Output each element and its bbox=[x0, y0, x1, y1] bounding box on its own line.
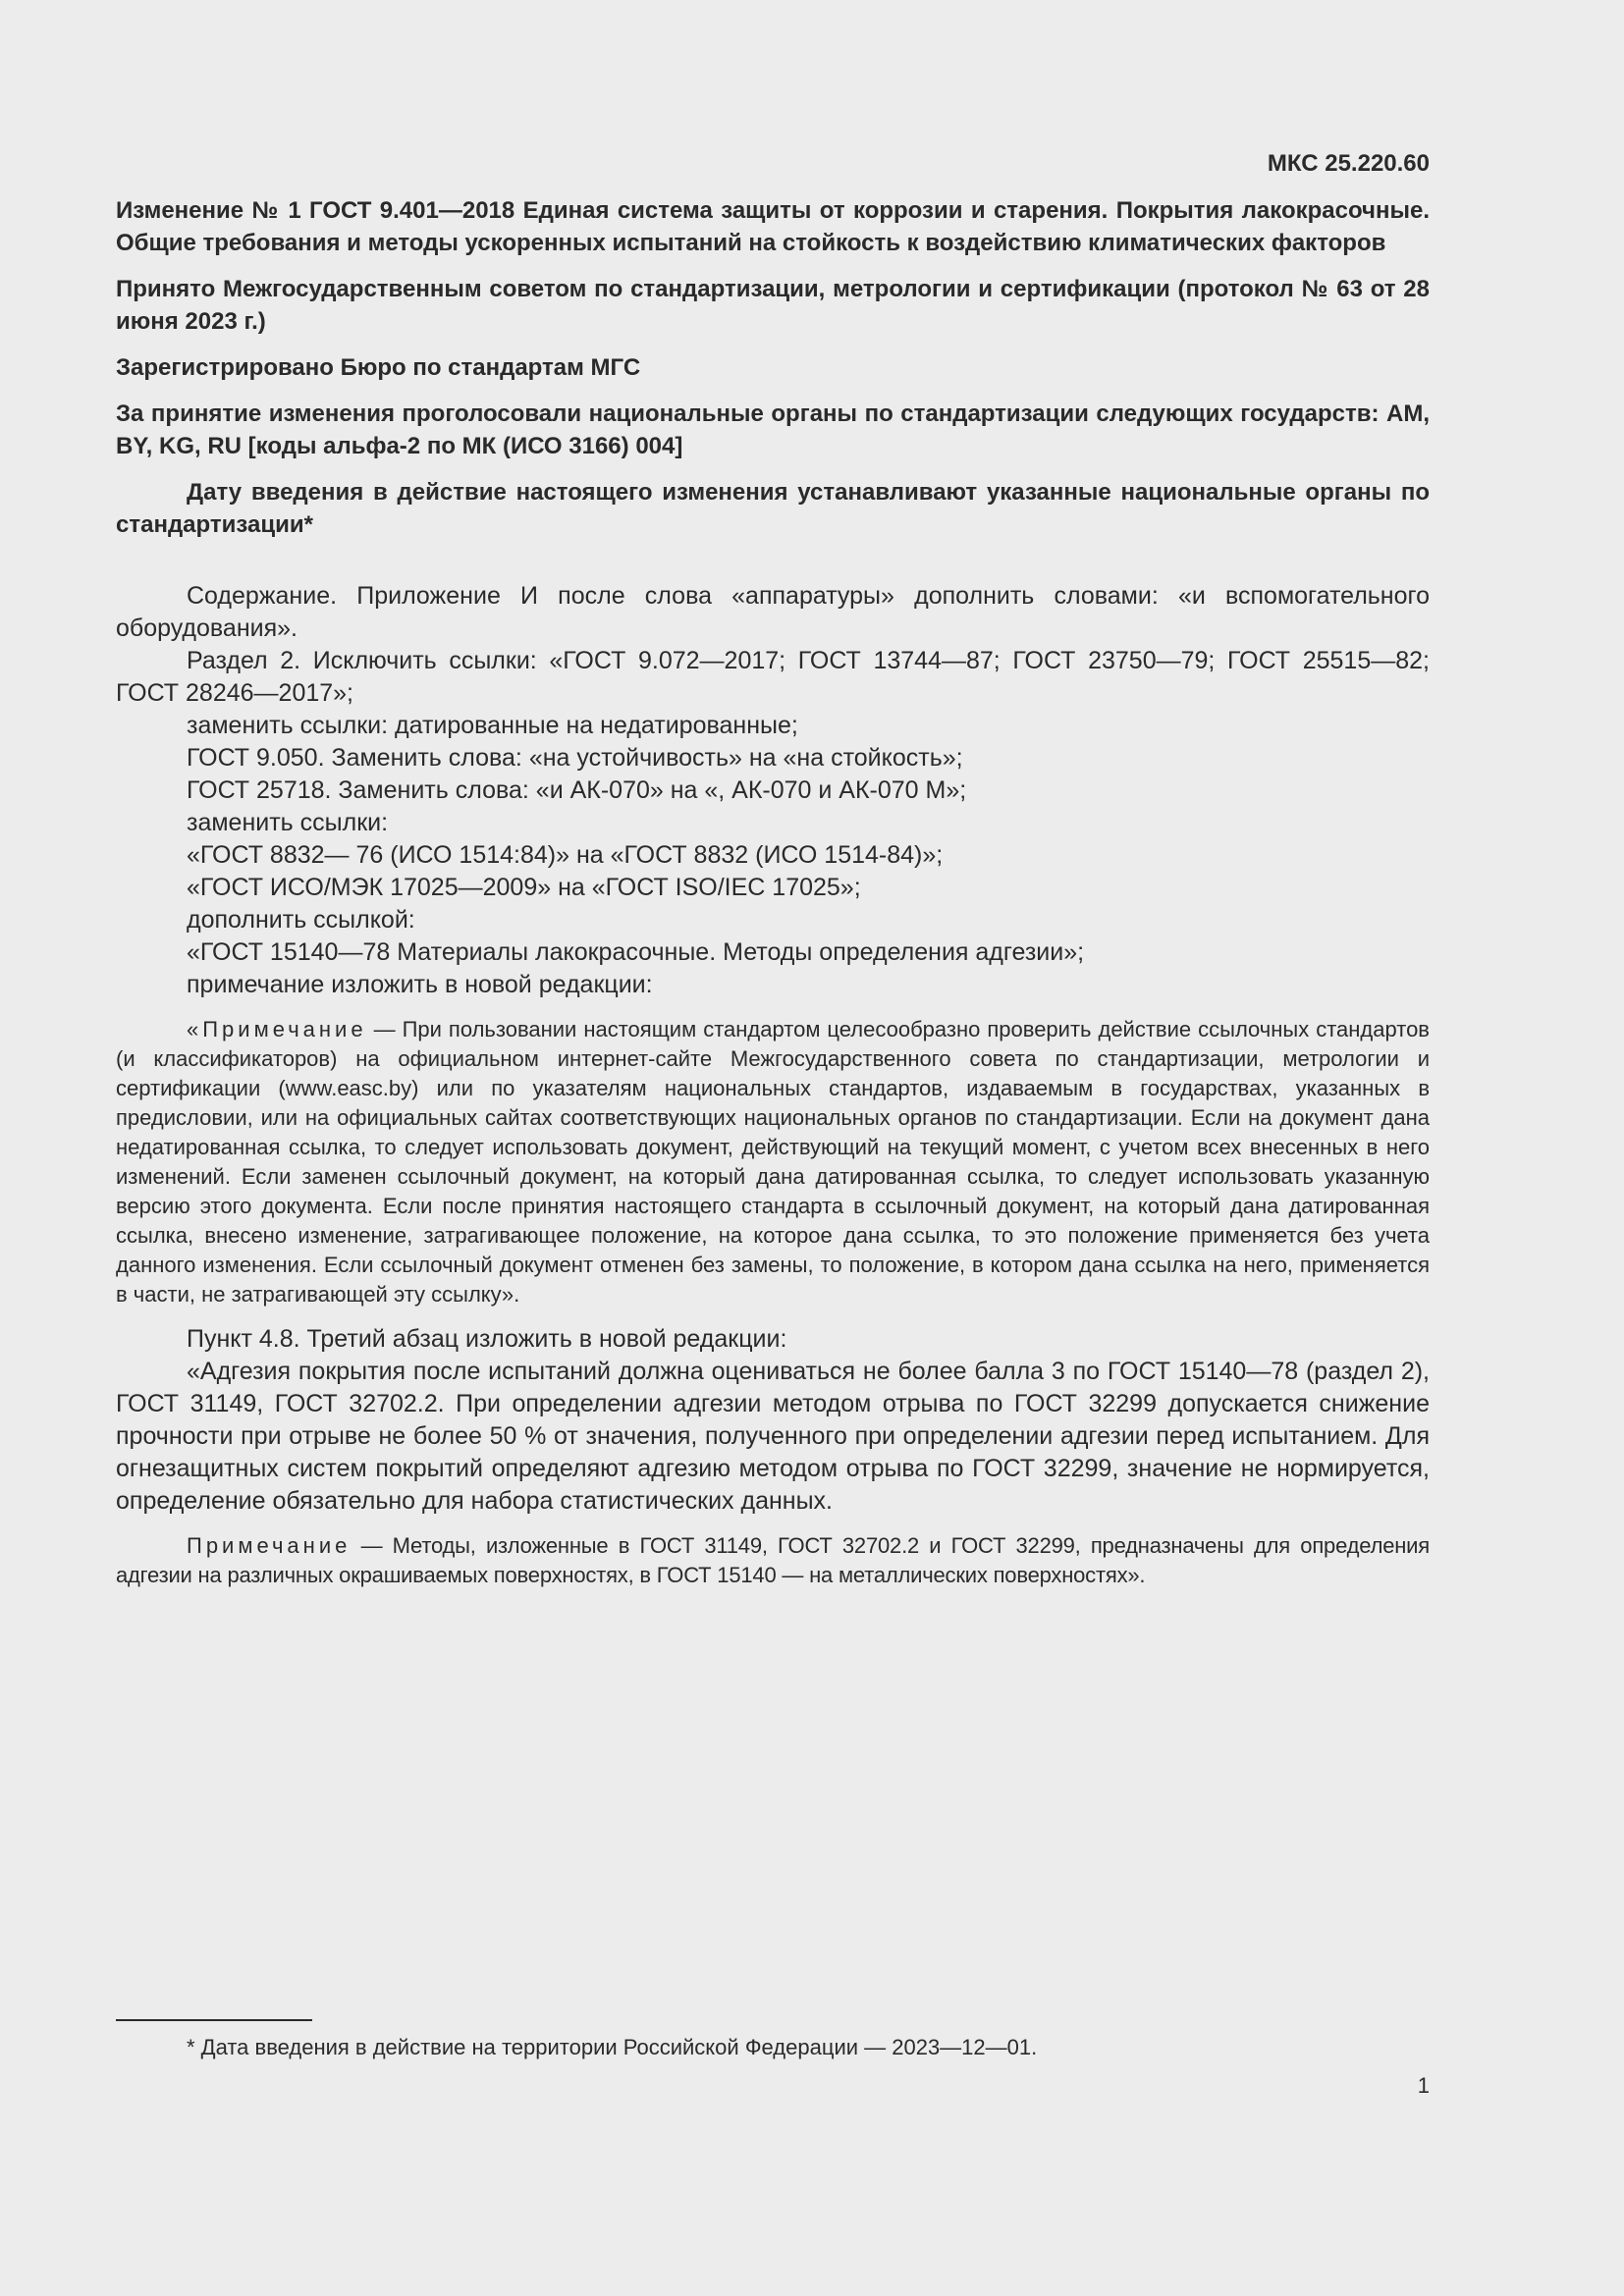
voted-statement: За принятие изменения проголосовали национальные органы по стандартизации следующих государств: AM, BY, KG, RU [коды альфа-2 по МК (ИСО 3166) 004] bbox=[116, 400, 1430, 459]
section2-paragraph: Раздел 2. Исключить ссылки: «ГОСТ 9.072—2017; ГОСТ 13744—87; ГОСТ 23750—79; ГОСТ 25515—82; ГОСТ 28246—2017»; bbox=[116, 647, 1430, 707]
list-line: «ГОСТ ИСО/МЭК 17025—2009» на «ГОСТ ISO/IEC 17025»; bbox=[187, 874, 861, 901]
list-line: ГОСТ 25718. Заменить слова: «и АК-070» на «, АК-070 и АК-070 М»; bbox=[187, 776, 967, 804]
list-line: «ГОСТ 15140—78 Материалы лакокрасочные. Методы определения адгезии»; bbox=[187, 938, 1085, 966]
date-intro-statement: Дату введения в действие настоящего изменения устанавливают указанные национальные органы по стандартизации* bbox=[116, 479, 1430, 538]
list-line: дополнить ссылкой: bbox=[187, 906, 415, 934]
note-label: «Примечание bbox=[187, 1017, 367, 1041]
mks-code: МКС 25.220.60 bbox=[1267, 150, 1430, 177]
clause-4-8-paragraph: Пункт 4.8. Третий абзац изложить в новой редакции: bbox=[187, 1325, 787, 1353]
list-line: ГОСТ 9.050. Заменить слова: «на устойчивость» на «на стойкость»; bbox=[187, 744, 963, 772]
page-number: 1 bbox=[1417, 2073, 1430, 2098]
amendment-title: Изменение № 1 ГОСТ 9.401—2018 Единая система защиты от коррозии и старения. Покрытия лакокрасочные. Общие требования и методы ускоренных испытаний на стойкость к воздействию климатических факторов bbox=[116, 197, 1430, 256]
footnote-rule bbox=[116, 2019, 312, 2021]
adhesion-note bbox=[116, 1531, 1430, 1590]
document-content bbox=[116, 147, 1430, 1590]
reference-note bbox=[116, 1015, 1430, 1309]
content-paragraph: Содержание. Приложение И после слова «аппаратуры» дополнить словами: «и вспомогательного оборудования». bbox=[116, 582, 1430, 642]
list-line: «ГОСТ 8832— 76 (ИСО 1514:84)» на «ГОСТ 8832 (ИСО 1514-84)»; bbox=[187, 841, 944, 869]
note-text: — При пользовании настоящим стандартом целесообразно проверить действие ссылочных стандартов (и классификаторов) на официальном интернет-сайте Межгосударственного совета по стандартизации, метрологии и сертификации (www.easc.by) или по указателям национальных стандартов, издаваемым в государствах, указанных в предисловии, или на официальных сайтах соответствующих национальных органов по стандартизации. Если на документ дана недатированная ссылка, то следует использовать документ, действующий на текущий момент, с учетом всех внесенных в него изменений. Если заменен ссылочный документ, на который дана датированная ссылка, то следует использовать указанную версию этого документа. Если после принятия настоящего стандарта в ссылочный документ, на который дана датированная ссылка, внесено изменение, затрагивающее положение, на которое дана ссылка, то это положение применяется без учета данного изменения. Если ссылочный документ отменен без замены, то положение, в котором дана ссылка на него, применяется в части, не затрагивающей эту ссылку». bbox=[116, 1017, 1430, 1307]
adhesion-paragraph: «Адгезия покрытия после испытаний должна оцениваться не более балла 3 по ГОСТ 15140—78 (раздел 2), ГОСТ 31149, ГОСТ 32702.2. При определении адгезии методом отрыва по ГОСТ 32299 допускается снижение прочности при отрыве не более 50 % от значения, полученного при определении адгезии перед испытанием. Для огнезащитных систем покрытий определяют адгезию методом отрыва по ГОСТ 32299, значение не нормируется, определение обязательно для набора статистических данных. bbox=[116, 1358, 1430, 1515]
list-line: заменить ссылки: bbox=[187, 809, 389, 836]
note-text: — Методы, изложенные в ГОСТ 31149, ГОСТ 32702.2 и ГОСТ 32299, предназначены для определения адгезии на различных окрашиваемых поверхностях, в ГОСТ 15140 — на металлических поверхностях». bbox=[116, 1533, 1430, 1587]
footnote: * Дата введения в действие на территории Российской Федерации — 2023—12—01. bbox=[187, 2035, 1038, 2059]
registered-statement: Зарегистрировано Бюро по стандартам МГС bbox=[116, 354, 641, 381]
list-line: заменить ссылки: датированные на недатированные; bbox=[187, 712, 798, 739]
note-label: Примечание bbox=[187, 1533, 352, 1558]
spacer bbox=[116, 555, 1430, 580]
list-line: примечание изложить в новой редакции: bbox=[187, 971, 653, 998]
adopted-statement: Принято Межгосударственным советом по стандартизации, метрологии и сертификации (протокол № 63 от 28 июня 2023 г.) bbox=[116, 276, 1430, 335]
